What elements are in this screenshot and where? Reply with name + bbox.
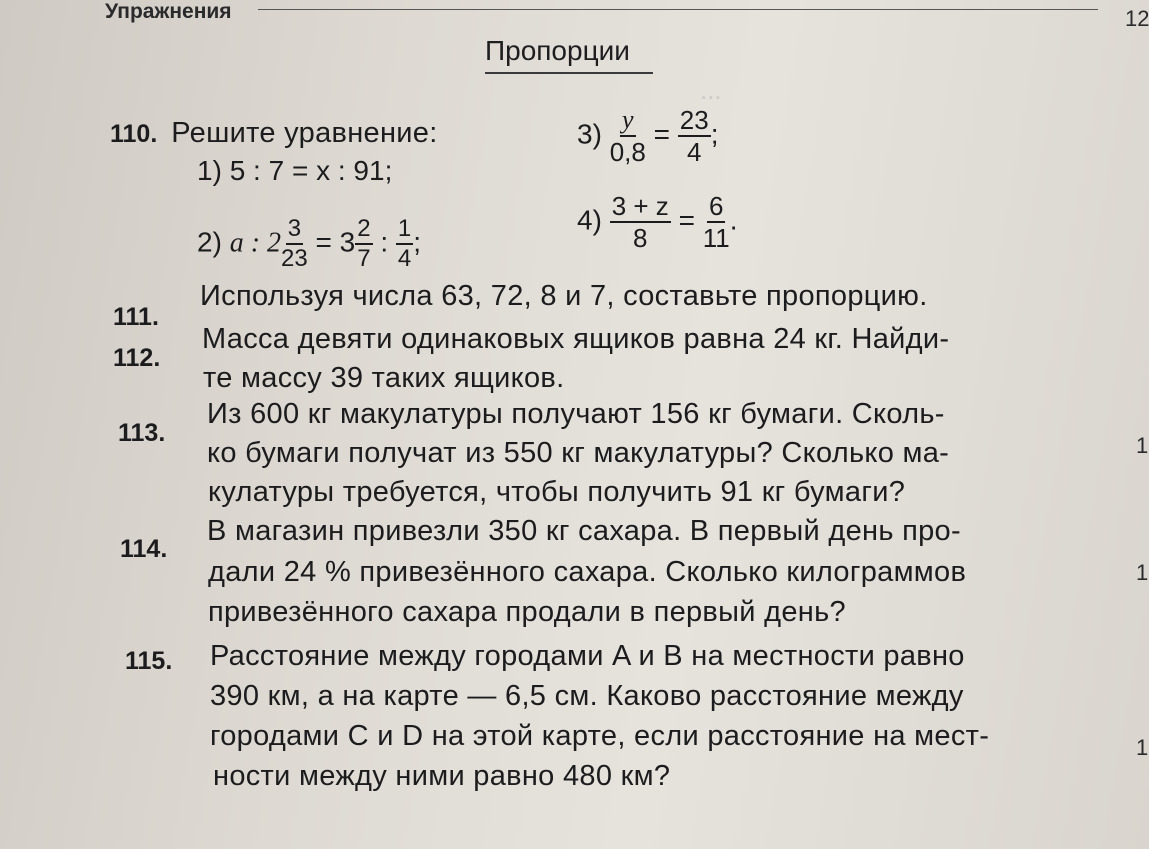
- problem-114-line: привезённого сахара продали в первый день?: [208, 596, 846, 628]
- bleed-through-text: ...: [700, 75, 722, 105]
- equation-text: 5 : 7 = x : 91;: [229, 155, 393, 186]
- problem-prompt: Решите уравнение:: [171, 117, 438, 149]
- margin-mark: 1: [1136, 735, 1149, 760]
- problem-112-line: Масса девяти одинаковых ящиков равна 24 кг. Найди-: [202, 323, 950, 355]
- problem-115-line: Расстояние между городами A и B на местности равно: [210, 640, 965, 672]
- problem-number-115: 115.: [125, 647, 173, 675]
- fraction: $\frac{y}{0,8}$: [609, 105, 646, 167]
- problem-112-line: те массу 39 таких ящиков.: [203, 362, 565, 394]
- header-rule: [258, 9, 1098, 10]
- equation-part: :: [372, 226, 396, 258]
- fraction: $\frac{6}{11}$: [702, 191, 730, 253]
- fraction: $\frac{3 + z}{8}$: [611, 191, 669, 253]
- fraction: $\frac{23}{4}$: [679, 105, 709, 167]
- problem-110: [110, 117, 438, 150]
- equation-4: 4) $\frac{3 + z}{8}$ = $\frac{6}{11}$ .: [577, 191, 738, 253]
- item-label: 3): [577, 118, 602, 150]
- fraction: $\frac{2}{7}$: [357, 215, 371, 272]
- page-title: Пропорции: [485, 35, 630, 66]
- equation-part: ;: [413, 226, 422, 258]
- fraction: $\frac{1}{4}$: [397, 215, 412, 272]
- problem-111-line: Используя числа 63, 72, 8 и 7, составьте пропорцию.: [200, 280, 928, 312]
- equation-1: [197, 155, 392, 187]
- problem-115-line: 390 км, а на карте — 6,5 см. Каково расстояние между: [210, 680, 964, 712]
- margin-mark: 1: [1136, 560, 1149, 585]
- problem-113-line: кулатуры требуется, чтобы получить 91 кг бумаги?: [208, 476, 906, 508]
- problem-number-114: 114.: [120, 535, 168, 563]
- problem-114-line: В магазин привезли 350 кг сахара. В первый день про-: [207, 515, 961, 547]
- problem-113-line: ко бумаги получат из 550 кг макулатуры? Сколько ма-: [207, 437, 950, 469]
- margin-mark: 1: [1136, 433, 1149, 458]
- equation-part: a : 2: [229, 227, 282, 259]
- equation-part: = 3: [307, 226, 356, 258]
- page-number: 12: [1125, 6, 1149, 31]
- item-label: 4): [577, 204, 602, 236]
- equation-3: 3) $\frac{y}{0,8}$ = $\frac{23}{4}$ ;: [577, 105, 719, 167]
- equation-2: [197, 217, 421, 271]
- title-underline: [485, 72, 653, 74]
- problem-115-line: ности между ними равно 480 км?: [213, 760, 671, 792]
- problem-114-line: дали 24 % привезённого сахара. Сколько килограммов: [208, 556, 967, 588]
- problem-number-113: 113.: [118, 419, 166, 447]
- fraction: $\frac{3}{23}$: [281, 215, 308, 272]
- problem-number-112: 112.: [113, 344, 161, 372]
- section-header: Упражнения: [105, 0, 232, 23]
- problem-113-line: Из 600 кг макулатуры получают 156 кг бумаги. Сколь-: [207, 398, 945, 430]
- problem-115-line: городами C и D на этой карте, если расстояние на мест-: [210, 720, 990, 752]
- problem-number: 110.: [110, 120, 158, 148]
- problem-number-111: 111.: [113, 303, 159, 331]
- item-label: 2): [197, 226, 222, 258]
- item-label: 1): [197, 155, 222, 186]
